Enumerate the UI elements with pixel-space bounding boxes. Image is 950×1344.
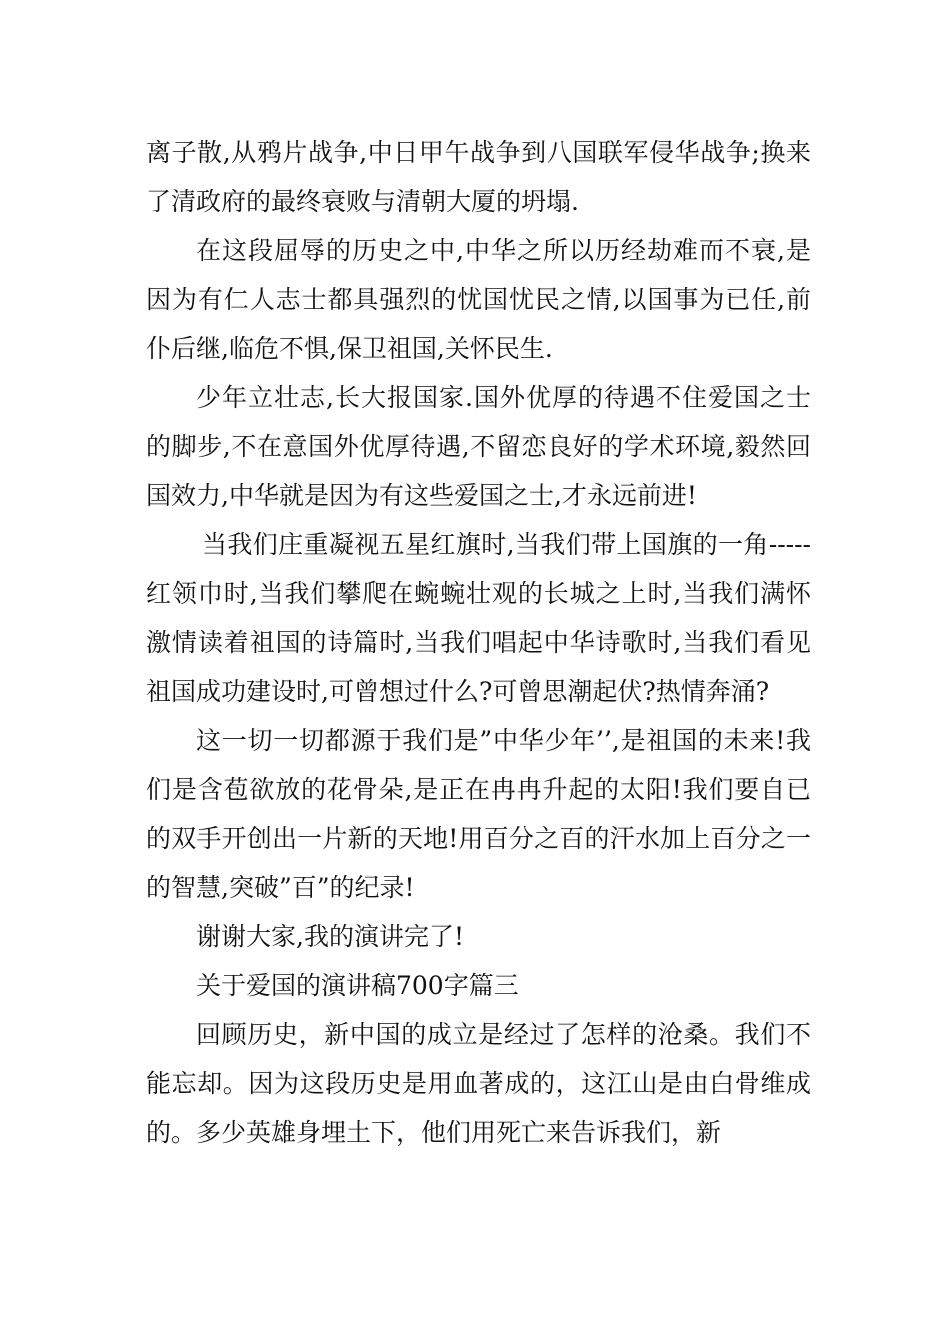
- section-heading: 关于爱国的演讲稿700字篇三: [196, 971, 519, 1000]
- paragraph-future: 这一切一切都源于我们是”中华少年’’,是祖国的未来!我们是含苞欲放的花骨朵,是正在冉冉升起的太阳!我们要自已的双手开创出一片新的天地!用百分之百的汗水加上百分之一的智慧,突破”百”的纪录!: [146, 726, 811, 902]
- document-body: [146, 128, 811, 1157]
- paragraph-review: 回顾历史，新中国的成立是经过了怎样的沧桑。我们不能忘却。因为这段历史是用血著成的，这江山是由白骨维成的。多少英雄身埋土下，他们用死亡来告诉我们，新: [146, 1020, 811, 1147]
- paragraph-thanks: 谢谢大家,我的演讲完了!: [196, 922, 464, 951]
- paragraph-continuation: 离子散,从鸦片战争,中日甲午战争到八国联军侵华战争;换来了清政府的最终衰败与清朝大厦的坍塌.: [146, 138, 811, 216]
- paragraph-history: 在这段屈辱的历史之中,中华之所以历经劫难而不衰,是因为有仁人志士都具强烈的忧国忧民之情,以国事为已任,前仆后继,临危不惧,保卫祖国,关怀民生.: [146, 236, 811, 363]
- paragraph-flag: 当我们庄重凝视五星红旗时,当我们带上国旗的一角-----红领巾时,当我们攀爬在蜿蜿壮观的长城之上时,当我们满怀激情读着祖国的诗篇时,当我们唱起中华诗歌时,当我们看见祖国成功建设时,可曾想过什么?可曾思潮起伏?热情奔涌?: [146, 530, 811, 706]
- paragraph-ambition: 少年立壮志,长大报国家.国外优厚的待遇不住爱国之士的脚步,不在意国外优厚待遇,不留恋良好的学术环境,毅然回国效力,中华就是因为有这些爱国之士,才永远前进!: [146, 383, 811, 510]
